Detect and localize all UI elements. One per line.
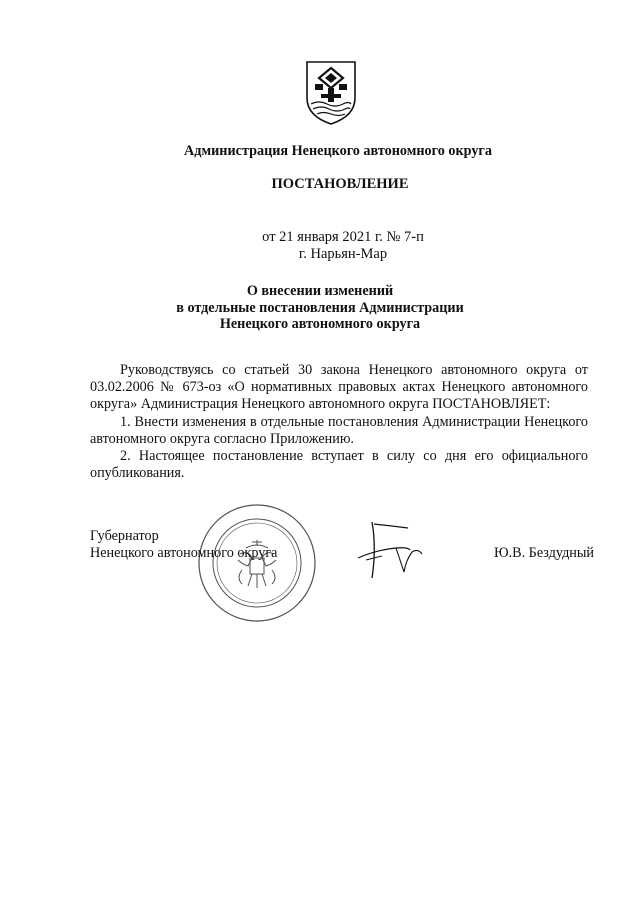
handwritten-signature xyxy=(352,520,432,580)
subject-line-3: Ненецкого автономного округа xyxy=(219,316,421,332)
organization-name: Администрация Ненецкого автономного округа xyxy=(184,143,492,159)
signatory-name: Ю.В. Бездудный xyxy=(494,545,595,561)
nenets-coat-of-arms-icon xyxy=(303,58,359,126)
subject-line-1: О внесении изменений xyxy=(246,283,394,299)
subject-line-2: в отдельные постановления Администрации xyxy=(176,299,464,316)
official-seal-stamp xyxy=(196,502,318,624)
signatory-position xyxy=(90,528,277,562)
document-city: г. Нарьян-Мар xyxy=(298,246,388,262)
document-subject xyxy=(0,283,640,333)
body-item-2: 2. Настоящее постановление вступает в силу со дня его официального опубликования. xyxy=(90,448,588,482)
signatory-position-line-2: Ненецкого автономного округа xyxy=(90,545,278,561)
body-item-1: 1. Внести изменения в отдельные постановления Администрации Ненецкого автономного округа согласно Приложению. xyxy=(90,413,588,447)
signatory-position-line-1: Губернатор xyxy=(90,528,159,544)
document-type: ПОСТАНОВЛЕНИЕ xyxy=(271,176,409,192)
document-body xyxy=(90,362,588,482)
body-paragraph-intro: Руководствуясь со статьей 30 закона Ненецкого автономного округа от 03.02.2006 № 673-оз «О нормативных правовых актах Ненецкого автономного округа» Администрация Ненецкого автономного округа ПОСТАНОВЛЯЕТ: xyxy=(90,362,588,413)
document-date-number: от 21 января 2021 г. № 7-п xyxy=(262,229,424,245)
